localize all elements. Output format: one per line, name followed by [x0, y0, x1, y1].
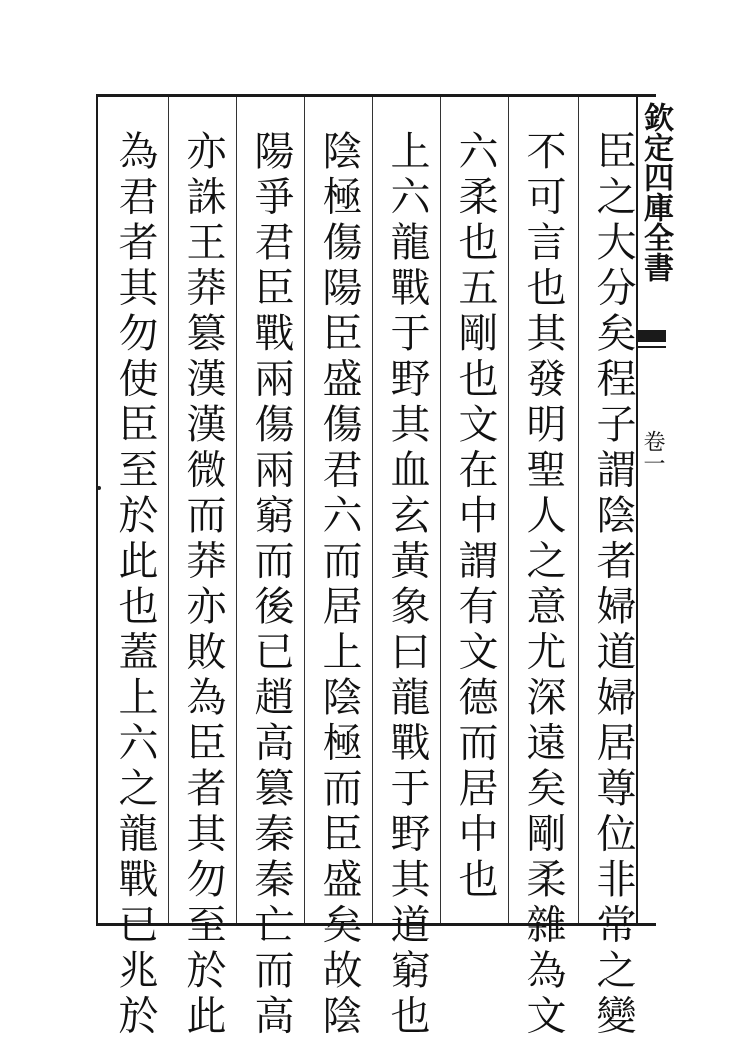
column-rule: [168, 97, 169, 923]
column-rule: [440, 97, 441, 923]
text-column-7: 亦誅王莽篡漢漢微而莽亦敗為臣者其勿至於此: [180, 130, 226, 1040]
column-rule: [578, 97, 579, 923]
text-column-4: 上六龍戰于野其血玄黃象曰龍戰于野其道窮也: [384, 130, 430, 1040]
text-column-3: 六柔也五剛也文在中謂有文德而居中也: [452, 130, 498, 904]
column-rule: [372, 97, 373, 923]
column-rule: [304, 97, 305, 923]
column-rule: [508, 97, 509, 923]
text-column-1: 臣之大分矣程子謂陰者婦道婦居尊位非常之變: [590, 130, 636, 1040]
volume-label: 卷一: [640, 430, 665, 474]
text-column-5: 陰極傷陽臣盛傷君六而居上陰極而臣盛矣故陰: [316, 130, 362, 1040]
ink-speck: [97, 486, 101, 490]
book-title: 欽定四庫全書: [638, 102, 673, 282]
column-rule: [236, 97, 237, 923]
text-column-2: 不可言也其發明聖人之意尤深遠矣剛柔雜為文: [520, 130, 566, 1040]
text-column-6: 陽爭君臣戰兩傷兩窮而後已趙高篡秦秦亡而高: [248, 130, 294, 1040]
text-column-8: 為君者其勿使臣至於此也蓋上六之龍戰已兆於: [112, 130, 158, 1040]
